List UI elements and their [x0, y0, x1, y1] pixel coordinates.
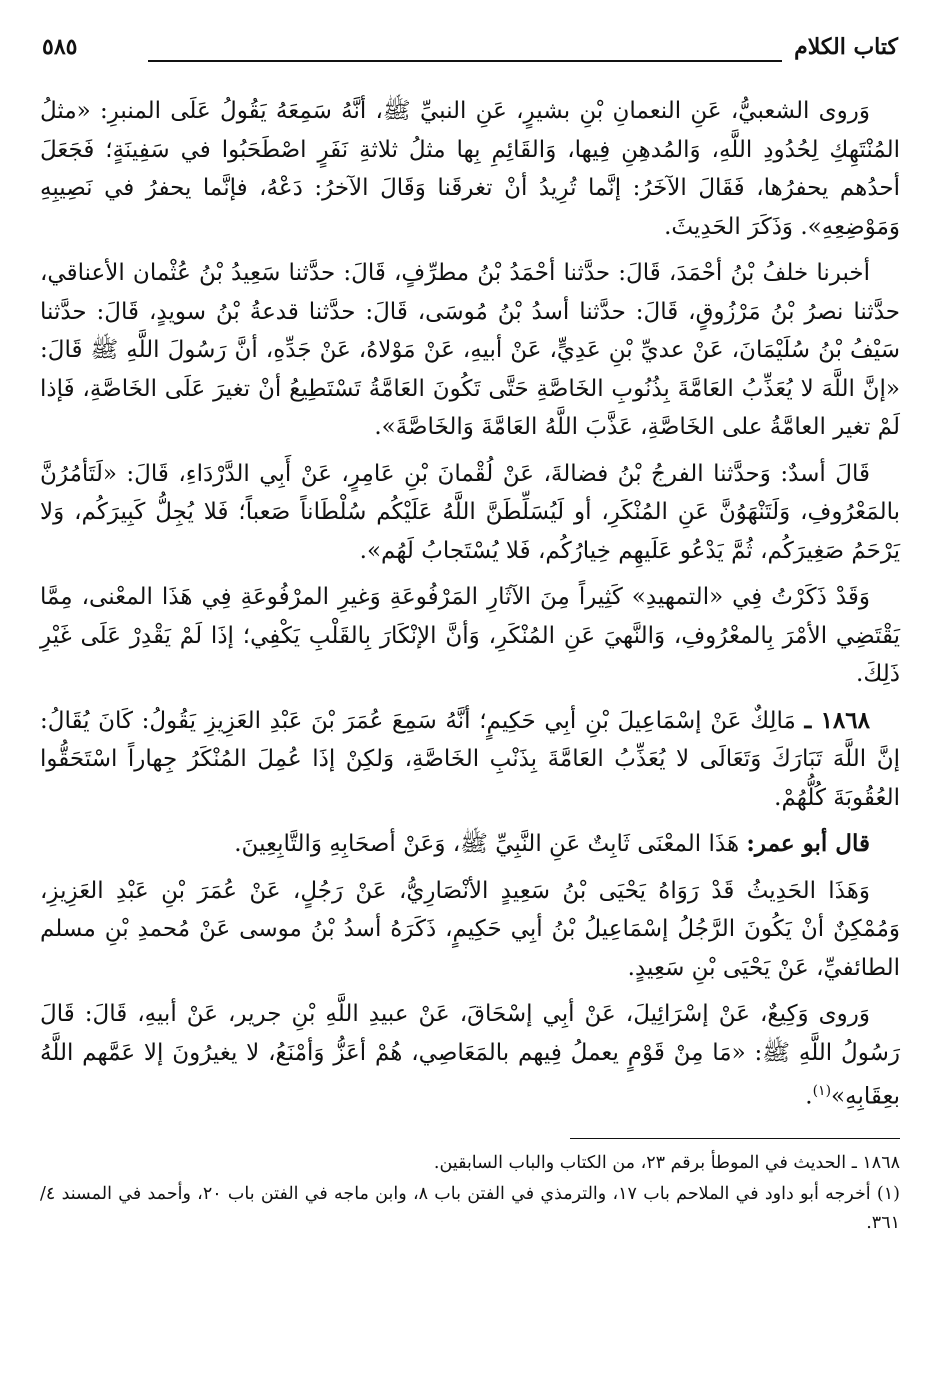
footnote-ref: (١) [812, 1083, 832, 1099]
footnotes [40, 1149, 900, 1238]
paragraph-1: وَروى الشعبيُّ، عَنِ النعمانِ بْنِ بشيرٍ، عَنِ النبيِّ ﷺ، أنَّهُ سَمِعَهُ يَقُولُ عَلَى المنبرِ: «مثلُ المُنْتَهِكِ لِحُدُودِ اللَّهِ، وَالمُدهِنِ فِيها، وَالقَائِمِ بِها مثلُ ثلاثةِ نَفَرٍ اصْطَحَبُوا في سَفِينَةٍ؛ فَجَعَلَ أحدُهم يحفرُها، فَقَالَ الآخَرُ: إنَّما تُرِيدُ أنْ تغرقَنا وَقَالَ الآخرُ: دَعْهُ، فإنَّما يحفرُ في نَصِيبِهِ وَمَوْضِعِهِ». وَذَكَرَ الحَدِيثَ. [40, 98, 900, 240]
footnote-rule [570, 1138, 900, 1139]
footnote-1: ١٨٦٨ ـ الحديث في الموطأ برقم ٢٣، من الكتاب والباب السابقين. [433, 1153, 900, 1174]
hadith-number: ١٨٦٨ ـ [804, 706, 870, 734]
paragraph-6-text: هَذَا المعْنَى ثَابِتٌ عَنِ النَّبِيِّ ﷺ، وَعَنْ أصحَابِهِ وَالتَّابِعِينَ. [234, 831, 740, 857]
book-page [40, 30, 900, 1370]
paragraph-6-lead: قال أبو عمر: [746, 830, 870, 857]
paragraph-5-text: مَالِكٌ عَنْ إسْمَاعِيلَ بْنِ أبِي حَكِيمٍ؛ أنَّهُ سَمِعَ عُمَرَ بْنَ عَبْدِ العَزِيزِ يَقُولُ: كَانَ يُقَالُ: إنَّ اللَّهَ تَبَارَكَ وَتَعَالَى لا يُعَذِّبُ العَامَّةَ بِذَنْبِ الخَاصَّةِ، وَلكِنْ إذَا عُمِلَ المُنْكَرُ جِهاراً اسْتَحَقُّوا العُقُوبَةَ كُلُّهُمْ. [40, 707, 900, 811]
paragraph-2: أخبرنا خلفُ بْنُ أحْمَدَ، قَالَ: حدَّثنا أحْمَدُ بْنُ مطرِّفٍ، قَالَ: حدَّثنا سَعِيدُ بْنُ عُثْمان الأعناقي، حدَّثنا نصرُ بْنُ مَرْزُوقٍ، قَالَ: حدَّثنا أسدُ بْنُ مُوسَى، قَالَ: حدَّثنا قدعةُ بْنُ سويدٍ، قَالَ: حدَّثنا سَيْفُ بْنُ سُلَيْمَانَ، عَنْ عديِّ بْنِ عَدِيٍّ، عَنْ أبيهِ، عَنْ مَوْلاهُ، عَنْ جَدِّهِ، أنَّ رَسُولَ اللَّهِ ﷺ قَالَ: «إنَّ اللَّهَ لا يُعَذِّبُ العَامَّةَ بِذُنُوبِ الخَاصَّةِ حَتَّى تَكُونَ العَامَّةُ تَسْتَطِيعُ أنْ تغيرَ عَلَى الخَاصَّةِ، فَإذا لَمْ تغير العامَّةُ على الخَاصَّةِ، عَذَّبَ اللَّهُ العَامَّةَ وَالخَاصَّةَ». [40, 260, 900, 440]
footnote-2: (١) أخرجه أبو داود في الملاحم باب ١٧، والترمذي في الفتن باب ٨، وابن ماجه في الفتن باب ٢٠، وأحمد في المسند ٤/ ٣٦١. [40, 1184, 900, 1234]
paragraph-4: وَقَدْ ذَكَرْتُ فِي «التمهيدِ» كَثِيراً مِنَ الآثَارِ المَرْفُوعَةِ وَغيرِ المرْفُوعَةِ فِي هَذَا المعْنى، مِمَّا يَقْتَضِي الأمْرَ بِالمعْرُوفِ، وَالنَّهيَ عَنِ المُنْكَرِ، وَأنَّ الإنْكَارَ بِالقَلْبِ يَكْفِي؛ إذَا لَمْ يَقْدِرْ عَلَى غَيْرِ ذَلِكَ. [40, 584, 900, 687]
running-head [40, 30, 900, 70]
paragraph-8-text: وَروى وَكِيعٌ، عَنْ إسْرَائِيلَ، عَنْ أبِي إسْحَاقَ، عَنْ عبيدِ اللَّهِ بْنِ جرير، عَنْ أبيهِ، قَالَ: قَالَ رَسُولُ اللَّهِ ﷺ: «مَا مِنْ قَوْمٍ يعملُ فِيهم بالمَعَاصِي، هُمْ أعَزُّ وَأمْنَعُ، لا يغيرُونَ إلا عَمَّهم اللَّهُ بعِقَابِهِ» [40, 1001, 900, 1110]
paragraph-3: قَالَ أسدٌ: وَحدَّثنا الفرجُ بْنُ فضالةَ، عَنْ لُقْمانَ بْنِ عَامِرٍ، عَنْ أَبِي الدَّرْدَاءِ، قَالَ: «لَتَأمُرُنَّ بالمَعْرُوفِ، وَلَتَنْهَوُنَّ عَنِ المُنْكَرِ، أو لَيُسَلِّطَنَّ اللَّهُ عَلَيْكُم سُلْطَاناً صَعباً؛ فَلا يُجِلُّ كَبِيرَكُم، وَلا يَرْحَمُ صَغِيرَكُم، ثُمَّ يَدْعُو عَلَيهِم خِيارُكُم، فَلا يُسْتَجابُ لَهُم». [40, 460, 900, 564]
page-number: ٥٨٥ [42, 34, 78, 60]
book-title: كتاب الكلام [794, 34, 898, 60]
paragraph-7: وَهَذَا الحَدِيثُ قَدْ رَوَاهُ يَحْيَى بْنُ سَعِيدٍ الأنْصَارِيُّ، عَنْ رَجُلٍ، عَنْ عُمَرَ بْنِ عَبْدِ العَزِيزِ، وَمُمْكِنٌ أنْ يَكُونَ الرَّجُلُ إسْمَاعِيلُ بْنُ أبِي حَكِيمٍ، ذَكَرَهُ أسدُ بْنُ موسى عَنْ مُحمدِ بْنِ مسلم الطائفيِّ، عَنْ يَحْيَى بْنِ سَعِيدٍ. [40, 877, 900, 981]
paragraph-6 [40, 825, 900, 864]
header-rule [148, 60, 782, 62]
main-text [40, 92, 900, 1116]
paragraph-8: وَروى وَكِيعٌ، عَنْ إسْرَائِيلَ، عَنْ أبِي إسْحَاقَ، عَنْ عبيدِ اللَّهِ بْنِ جرير، عَنْ أبيهِ، قَالَ: قَالَ رَسُولُ اللَّهِ ﷺ: «مَا مِنْ قَوْمٍ يعملُ فِيهم بالمَعَاصِي، هُمْ أعَزُّ وَأمْنَعُ، لا يغيرُونَ إلا عَمَّهم اللَّهُ بعِقَابِهِ»$^{(١)}$. [40, 1001, 900, 1110]
paragraph-5 [40, 702, 900, 818]
